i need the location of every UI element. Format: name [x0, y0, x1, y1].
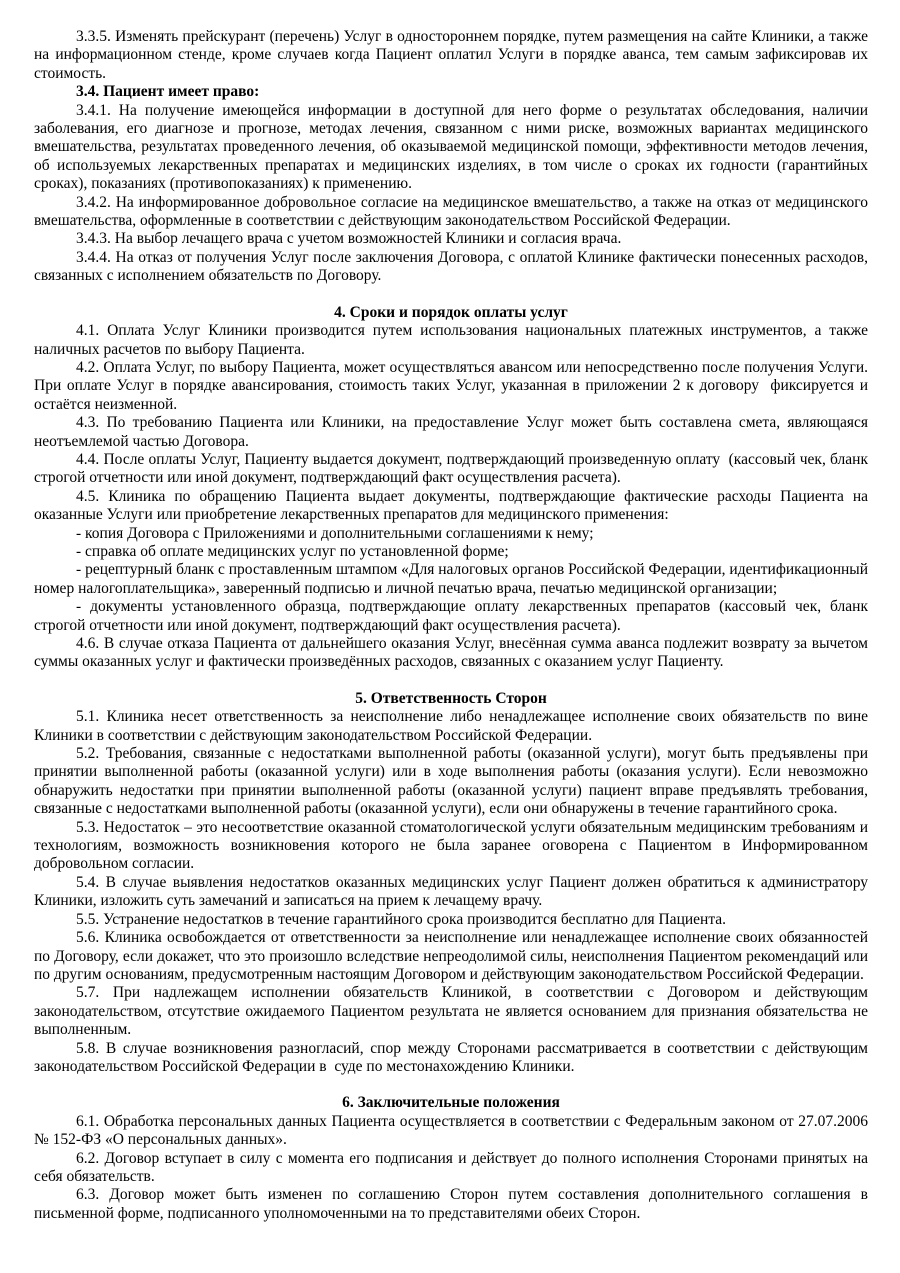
clause-5-3: 5.3. Недостаток – это несоответствие оказанной стоматологической услуги обязательным медицинским требованиям и технологиям, возможность возникновения которого не была заранее оговорена с Пациентом в Информированном добровольном согласии. — [34, 818, 868, 873]
clause-5-1: 5.1. Клиника несет ответственность за неисполнение либо ненадлежащее исполнение своих обязательств по вине Клиники в соответствии с действующим законодательством Российской Федерации. — [34, 708, 868, 744]
clause-3-4-2: 3.4.2. На информированное добровольное согласие на медицинское вмешательство, а также на отказ от медицинского вмешательства, оформленные в соответствии с действующим законодательством Российской Федерации. — [34, 193, 868, 230]
clause-5-8: 5.8. В случае возникновения разногласий, спор между Сторонами рассматривается в соответствии с действующим законодательством Российской Федерации в суде по местонахождению Клиники. — [34, 1039, 868, 1075]
clause-5-4: 5.4. В случае выявления недостатков оказанных медицинских услуг Пациент должен обратиться к администратору Клиники, изложить суть замечаний и записаться на прием к лечащему врачу. — [34, 873, 868, 910]
clause-5-5: 5.5. Устранение недостатков в течение гарантийного срока производится бесплатно для Пациента. — [76, 910, 727, 928]
clause-4-5: 4.5. Клиника по обращению Пациента выдает документы, подтверждающие фактические расходы Пациента на оказанные Услуги или приобретение лекарственных препаратов для медицинского применения: — [34, 487, 868, 524]
clause-4-6: 4.6. В случае отказа Пациента от дальнейшего оказания Услуг, внесённая сумма аванса подлежит возврату за вычетом суммы оказанных услуг и фактически произведённых расходов, связанных с оказанием услуг Пациенту. — [34, 635, 868, 671]
clause-3-4-header: 3.4. Пациент имеет право: — [76, 83, 260, 101]
clause-5-2: 5.2. Требования, связанные с недостатками выполненной работы (оказанной услуги), могут быть предъявлены при принятии выполненной работы (оказанной услуги) или в ходе выполнения работы (оказания услуги). Если невозможно обнаружить недостатки при принятии выполненной работы (оказанной услуги) пациент вправе предъявлять требования, связанные с недостатками выполненной работы (оказанной услуги), если они обнаружены в течение гарантийного срока. — [34, 745, 868, 818]
clause-5-7: 5.7. При надлежащем исполнении обязательств Клиникой, в соответствии с Договором и действующим законодательством, отсутствие ожидаемого Пациентом результата не является основанием для признания обязательства не выполненным. — [34, 984, 868, 1039]
section-6-heading: 6. Заключительные положения — [342, 1094, 560, 1112]
clause-4-4: 4.4. После оплаты Услуг, Пациенту выдается документ, подтверждающий произведенную оплату (кассовый чек, бланк строгой отчетности или иной документ, подтверждающий факт осуществления расчета). — [34, 450, 868, 487]
clause-3-4-3: 3.4.3. На выбор лечащего врача с учетом возможностей Клиники и согласия врача. — [76, 230, 622, 248]
clause-6-1: 6.1. Обработка персональных данных Пациента осуществляется в соответствии с Федеральным законом от 27.07.2006 № 152-ФЗ «О персональных данных». — [34, 1112, 868, 1149]
doc-list-item-payment-certificate: - справка об оплате медицинских услуг по установленной форме; — [76, 542, 509, 560]
clause-5-6: 5.6. Клиника освобождается от ответственности за неисполнение или ненадлежащее исполнение своих обязанностей по Договору, если докажет, что это произошло вследствие непреодолимой силы, неисполнения Пациентом рекомендаций или по другим основаниям, предусмотренным настоящим Договором и действующим законодательством Российской Федерации. — [34, 929, 868, 983]
section-5-heading: 5. Ответственность Сторон — [355, 689, 547, 707]
clause-4-3: 4.3. По требованию Пациента или Клиники, на предоставление Услуг может быть составлена смета, являющаяся неотъемлемой частью Договора. — [34, 414, 868, 450]
clause-6-2: 6.2. Договор вступает в силу с момента его подписания и действует до полного исполнения Сторонами принятых на себя обязательств. — [34, 1149, 868, 1185]
clause-3-4-4: 3.4.4. На отказ от получения Услуг после заключения Договора, с оплатой Клинике фактически понесенных расходов, связанных с исполнением обязательств по Договору. — [34, 248, 868, 285]
doc-list-item-payment-documents: - документы установленного образца, подтверждающие оплату лекарственных препаратов (кассовый чек, бланк строгой отчетности или иной документ, подтверждающий факт осуществления расчета). — [34, 598, 868, 634]
clause-4-1: 4.1. Оплата Услуг Клиники производится путем использования национальных платежных инструментов, а также наличных расчетов по выбору Пациента. — [34, 322, 868, 358]
doc-list-item-contract-copy: - копия Договора с Приложениями и дополнительными соглашениями к нему; — [76, 524, 594, 542]
clause-3-4-1: 3.4.1. На получение имеющейся информации в доступной для него форме о результатах обследования, наличии заболевания, его диагнозе и прогнозе, методах лечения, связанном с ними риске, возможных вариантах медицинского вмешательства, результатах проведенного лечения, об оказываемой медицинской помощи, эффективности методов лечения, об используемых лекарственных препаратах и медицинских изделиях, в том числе о сроках их годности (гарантийных сроках), показаниях (противопоказаниях) к применению. — [34, 101, 868, 193]
section-4-heading: 4. Сроки и порядок оплаты услуг — [334, 303, 568, 321]
clause-6-3: 6.3. Договор может быть изменен по соглашению Сторон путем составления дополнительного соглашения в письменной форме, подписанного уполномоченными на то представителями обеих Сторон. — [34, 1186, 868, 1222]
doc-list-item-prescription-form: - рецептурный бланк с проставленным штампом «Для налоговых органов Российской Федерации, идентификационный номер налогоплательщика», заверенный подписью и личной печатью врача, печатью медицинской организации; — [34, 561, 868, 597]
clause-3-3-5: 3.3.5. Изменять прейскурант (перечень) Услуг в одностороннем порядке, путем размещения на сайте Клиники, а также на информационном стенде, кроме случаев когда Пациент оплатил Услуги в порядке аванса, тем самым зафиксировав их стоимость. — [34, 28, 868, 82]
clause-4-2: 4.2. Оплата Услуг, по выбору Пациента, может осуществляться авансом или непосредственно после получения Услуги. При оплате Услуг в порядке авансирования, стоимость таких Услуг, указанная в приложении 2 к договору фиксируется и остаётся неизменной. — [34, 358, 868, 413]
